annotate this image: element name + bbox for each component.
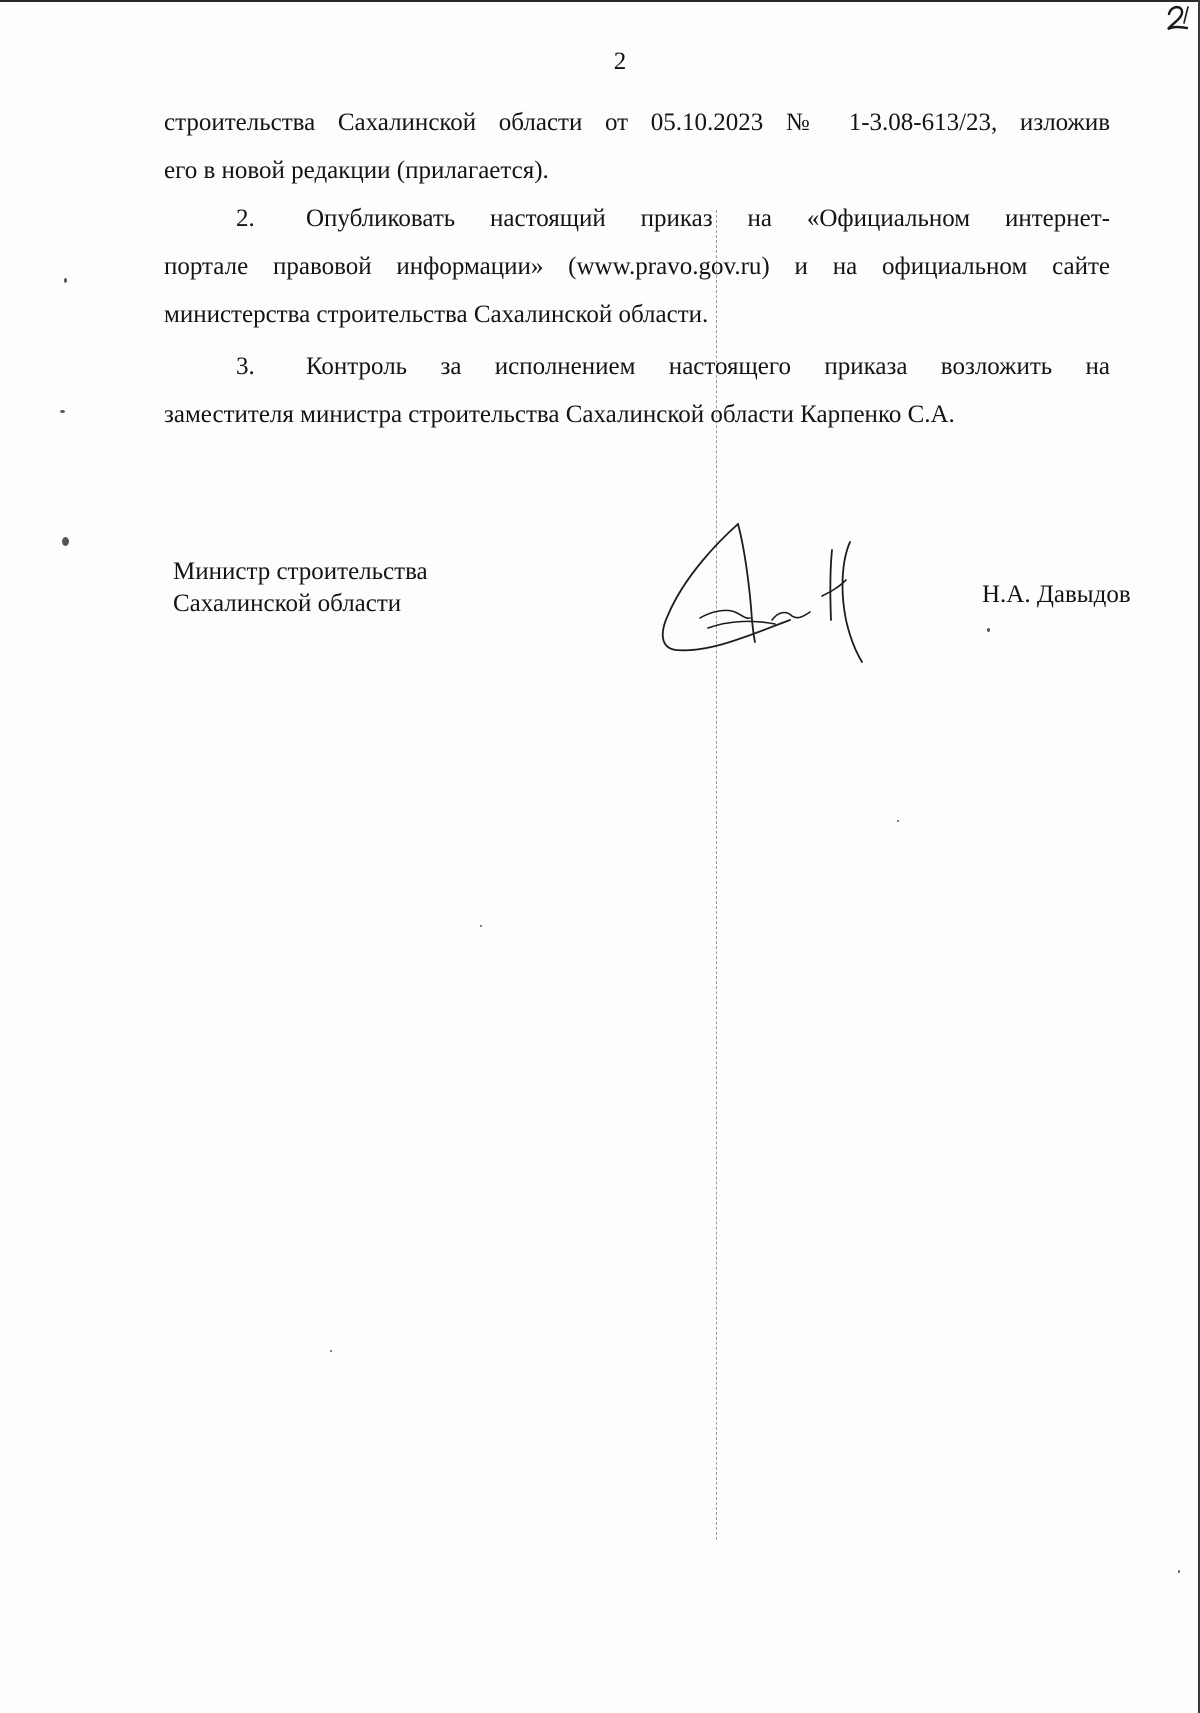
order-item-2 <box>164 195 1110 339</box>
scan-speck <box>330 1350 332 1352</box>
scan-speck <box>480 925 482 927</box>
text-line: заместителя министра строительства Сахалинской области Карпенко С.А. <box>164 401 955 428</box>
order-item-3 <box>164 343 1110 439</box>
text-line: его в новой редакции (прилагается). <box>164 157 549 184</box>
signer-name: Н.А. Давыдов <box>982 581 1131 608</box>
scan-speck <box>897 820 899 822</box>
text-line: портале правовой информации» (www.pravo.gov.ru) и на официальном сайте <box>164 253 1110 280</box>
text-line <box>164 343 1110 391</box>
position-line: Министр строительства <box>173 558 428 585</box>
position-line: Сахалинской области <box>173 590 402 617</box>
scan-top-edge <box>0 0 1200 2</box>
handwritten-page-mark-icon <box>1160 2 1196 36</box>
item-number: 3. <box>236 353 255 380</box>
handwritten-signature-icon <box>650 520 890 665</box>
text-line <box>164 195 1110 243</box>
text-line: министерства строительства Сахалинской области. <box>164 301 709 328</box>
paragraph-continuation <box>164 99 1110 195</box>
page-number: 2 <box>613 48 627 75</box>
item-text: Опубликовать настоящий приказ на «Официальном интернет- <box>306 205 1110 232</box>
scan-speck <box>62 537 69 546</box>
signatory-position <box>173 556 428 620</box>
item-number: 2. <box>236 205 255 232</box>
text-line: строительства Сахалинской области от 05.10.2023 № 1-3.08-613/23, изложив <box>164 109 1110 136</box>
scan-speck <box>987 628 990 632</box>
scan-speck <box>60 410 65 413</box>
scan-speck <box>64 278 67 283</box>
scan-speck <box>1178 1570 1180 1573</box>
item-text: Контроль за исполнением настоящего приказа возложить на <box>306 353 1110 380</box>
